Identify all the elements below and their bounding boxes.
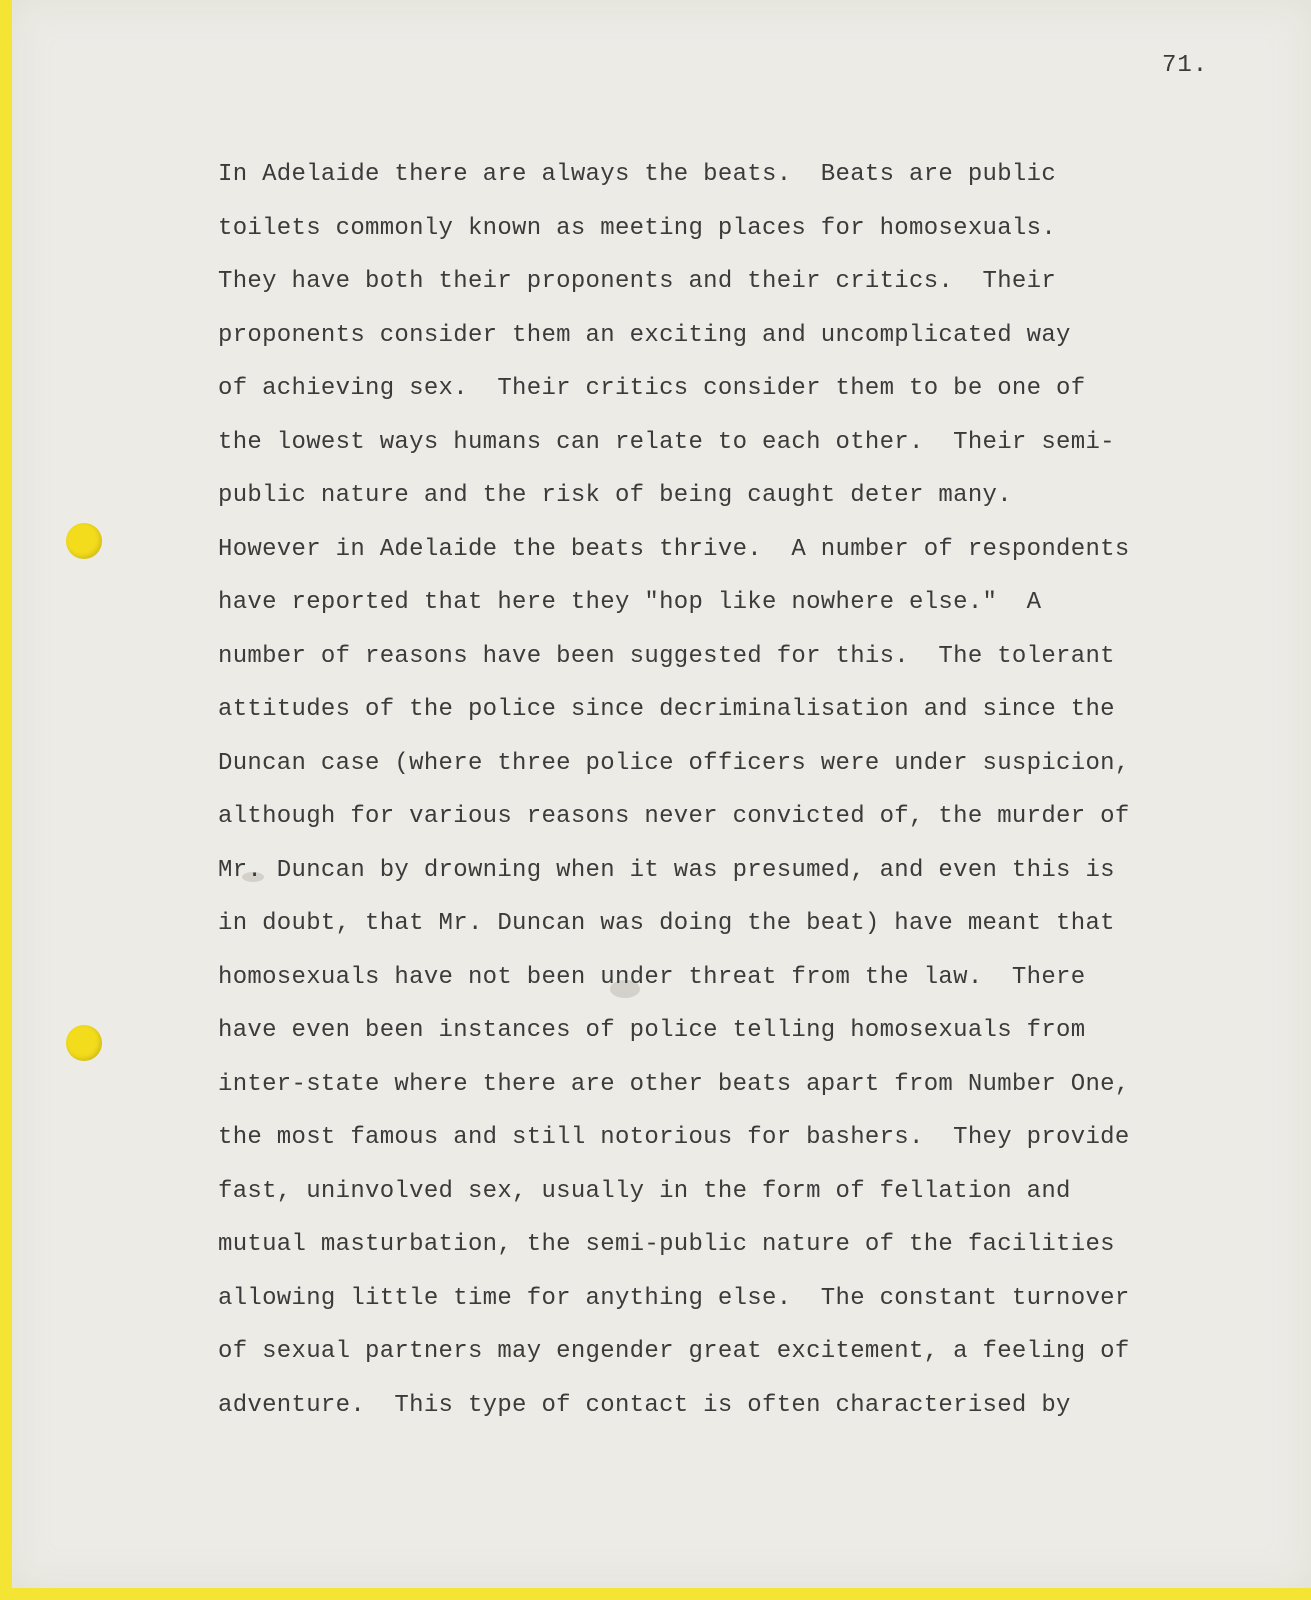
text-line: of achieving sex. Their critics consider them to be one of: [218, 375, 1086, 402]
text-line: the most famous and still notorious for bashers. They provide: [218, 1124, 1130, 1151]
text-line: However in Adelaide the beats thrive. A number of respondents: [218, 535, 1130, 563]
typed-text-body: [218, 148, 1218, 1432]
text-line: mutual masturbation, the semi-public nature of the facilities: [218, 1231, 1115, 1258]
text-line: attitudes of the police since decriminalisation and since the: [218, 696, 1115, 723]
page-number: 71.: [1162, 52, 1209, 79]
text-line: in doubt, that Mr. Duncan was doing the beat) have meant that: [218, 910, 1115, 937]
text-line: proponents consider them an exciting and uncomplicated way: [218, 321, 1071, 349]
text-line: allowing little time for anything else. The constant turnover: [218, 1284, 1130, 1312]
text-line: Mr. Duncan by drowning when it was presumed, and even this is: [218, 856, 1115, 884]
text-line: public nature and the risk of being caught deter many.: [218, 482, 1012, 509]
punch-hole: [66, 1025, 102, 1061]
text-line: although for various reasons never convicted of, the murder of: [218, 803, 1130, 830]
text-line: the lowest ways humans can relate to each other. Their semi-: [218, 428, 1115, 456]
text-line: In Adelaide there are always the beats. Beats are public: [218, 161, 1057, 188]
text-line: They have both their proponents and their critics. Their: [218, 268, 1057, 295]
text-line: have even been instances of police telling homosexuals from: [218, 1017, 1086, 1044]
text-line: fast, uninvolved sex, usually in the form of fellation and: [218, 1177, 1071, 1205]
text-line: toilets commonly known as meeting places for homosexuals.: [218, 214, 1057, 242]
text-line: have reported that here they "hop like nowhere else." A: [218, 589, 1042, 616]
text-line: adventure. This type of contact is often characterised by: [218, 1391, 1071, 1419]
text-line: number of reasons have been suggested for this. The tolerant: [218, 642, 1115, 670]
text-line: Duncan case (where three police officers were under suspicion,: [218, 749, 1130, 777]
text-line: inter-state where there are other beats apart from Number One,: [218, 1070, 1130, 1098]
punch-hole: [66, 523, 102, 559]
text-line: of sexual partners may engender great excitement, a feeling of: [218, 1338, 1130, 1365]
text-line: homosexuals have not been under threat from the law. There: [218, 963, 1086, 991]
document-page: [12, 0, 1311, 1588]
